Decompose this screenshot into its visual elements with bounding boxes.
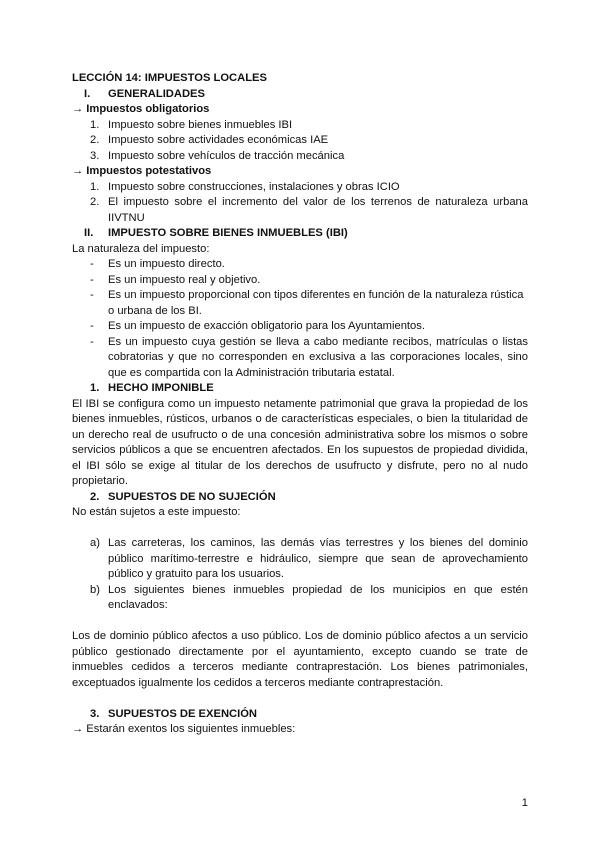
section-heading-generalidades (72, 87, 528, 103)
section-number: II. (84, 227, 94, 239)
list-item (72, 180, 528, 196)
list-item (72, 149, 528, 165)
section-number: I. (84, 87, 91, 100)
list-item (72, 118, 528, 134)
subsection-number: 2. (90, 490, 100, 503)
naturaleza-intro: La naturaleza del impuesto: (72, 242, 210, 255)
potestativos-label: Impuestos potestativos (86, 165, 212, 177)
item-number: 1. (90, 180, 100, 193)
arrow-icon: → (72, 723, 84, 735)
nosujecion-list (72, 536, 528, 614)
item-text: Es un impuesto directo. (108, 258, 225, 270)
list-item (72, 133, 528, 149)
list-item (72, 335, 528, 382)
item-text: Los siguientes bienes inmuebles propiedad de los municipios en que estén enclavados: (108, 583, 528, 611)
subsection-heading-hecho (72, 381, 528, 397)
dash-bullet: - (90, 258, 94, 270)
section-label: IMPUESTO SOBRE BIENES INMUEBLES (IBI) (108, 227, 348, 239)
list-item (72, 195, 528, 226)
obligatorios-label: Impuestos obligatorios (86, 103, 210, 115)
list-item (72, 288, 528, 319)
item-number: 1. (90, 118, 100, 131)
exencion-intro (72, 722, 528, 738)
nosujecion-paragraph: Los de dominio público afectos a uso público. Los de dominio público afectos a un servicio público gestionado directamente por el ayuntamiento, excepto cuando se trate de inmuebles cedidos a terceros mediante contraprestación. Los bienes patrimoniales, exceptuados igualmente los cedidos a terceros mediante contraprestación. (72, 630, 528, 689)
list-item (72, 319, 528, 335)
dash-bullet: - (90, 289, 94, 301)
potestativos-list (72, 180, 528, 227)
item-text: Es un impuesto real y objetivo. (108, 273, 261, 286)
obligatorios-list (72, 118, 528, 165)
subsection-label: SUPUESTOS DE EXENCIÓN (108, 707, 257, 720)
dash-bullet: - (90, 335, 94, 348)
exencion-intro-text: Estarán exentos los siguientes inmuebles: (86, 723, 296, 735)
document-page (72, 71, 528, 738)
section-label: GENERALIDADES (108, 87, 205, 100)
item-number: 3. (90, 149, 100, 162)
dash-bullet: - (90, 273, 94, 286)
item-text: Es un impuesto cuya gestión se lleva a cabo mediante recibos, matrículas o listas cobratorias y que no corresponden en exclusiva a las corporaciones locales, sino que es compartida con la Administración tributaria estatal. (108, 335, 528, 379)
hecho-paragraph: El IBI se configura como un impuesto netamente patrimonial que grava la propiedad de los bienes inmuebles, rústicos, urbanos o de características especiales, o bien la titularidad de un derecho real de usufructo o de una concesión administrativa sobre los mismos o sobre servicios públicos a que se encuentren afectados. En los supuestos de propiedad dividida, el IBI sólo se exige al titular de los derechos de usufructo y disfrute, pero no al nudo propietario. (72, 397, 528, 487)
list-item (72, 536, 528, 583)
item-text: Impuesto sobre actividades económicas IAE (108, 134, 329, 146)
obligatorios-heading (72, 102, 528, 118)
item-letter: a) (90, 537, 100, 549)
subsection-heading-nosujecion (72, 490, 528, 506)
item-text: Impuesto sobre construcciones, instalaciones y obras ICIO (108, 180, 400, 193)
arrow-icon: → (72, 165, 84, 177)
nosujecion-intro: No están sujetos a este impuesto: (72, 506, 241, 518)
subsection-number: 3. (90, 707, 100, 720)
section-heading-ibi (72, 226, 528, 242)
page-number: 1 (521, 797, 528, 809)
arrow-icon: → (72, 103, 84, 115)
item-text: El impuesto sobre el incremento del valor de los terrenos de naturaleza urbana IIVTNU (108, 196, 528, 224)
item-text: Impuesto sobre bienes inmuebles IBI (108, 118, 293, 131)
subsection-heading-exencion (72, 707, 528, 723)
dash-bullet: - (90, 320, 94, 332)
naturaleza-list (72, 257, 528, 381)
list-item (72, 273, 528, 289)
item-text: Las carreteras, los caminos, las demás vías terrestres y los bienes del dominio público marítimo-terrestre e hidráulico, siempre que sean de aprovechamiento público y gratuito para los usuarios. (108, 537, 528, 580)
subsection-label: SUPUESTOS DE NO SUJECIÓN (108, 490, 276, 503)
item-text: Es un impuesto proporcional con tipos diferentes en función de la naturaleza rústica o urbana de los BI. (108, 289, 524, 317)
item-text: Es un impuesto de exacción obligatorio para los Ayuntamientos. (108, 320, 425, 332)
subsection-number: 1. (90, 382, 100, 394)
item-number: 2. (90, 134, 100, 146)
item-letter: b) (90, 583, 100, 596)
list-item (72, 257, 528, 273)
lesson-title: LECCIÓN 14: IMPUESTOS LOCALES (72, 72, 267, 84)
potestativos-heading (72, 164, 528, 180)
item-number: 2. (90, 196, 100, 208)
subsection-label: HECHO IMPONIBLE (108, 382, 214, 394)
list-item (72, 583, 528, 614)
item-text: Impuesto sobre vehículos de tracción mecánica (108, 149, 345, 162)
